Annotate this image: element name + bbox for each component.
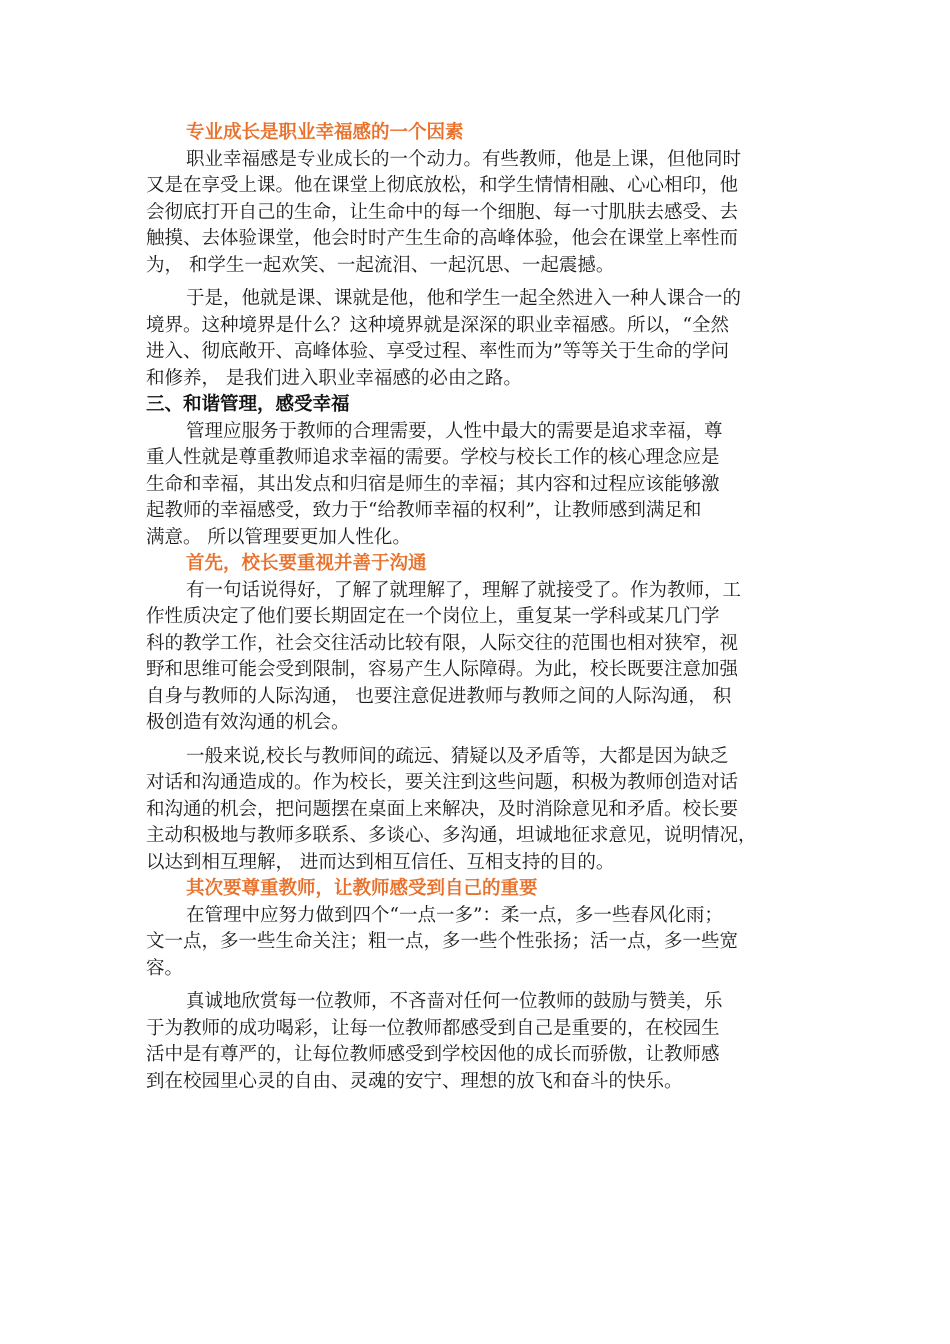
paragraph-line: 于是，他就是课、课就是他，他和学生一起全然进入一种人课合一的 <box>186 288 742 309</box>
paragraph-line: 又是在享受上课。他在课堂上彻底放松，和学生情情相融、心心相印，他 <box>146 175 739 196</box>
paragraph-gap <box>146 982 807 989</box>
paragraph-line: 在管理中应努力做到四个“一点一多”：柔一点，多一些春风化雨； <box>186 904 723 926</box>
paragraph-line: 境界。这种境界是什么？这种境界就是深深的职业幸福感。所以，“全然 <box>146 314 729 336</box>
paragraph-line: 管理应服务于教师的合理需要，人性中最大的需要是追求幸福，尊 <box>186 420 723 442</box>
paragraph-line: 主动积极地与教师多联系、多谈心、多沟通，坦诚地征求意见，说明情况， <box>146 825 757 846</box>
paragraph-line: 进入、彻底敞开、高峰体验、享受过程、率性而为”等等关于生命的学问 <box>146 341 729 362</box>
subheading-text: 其次要尊重教师，让教师感受到自己的重要 <box>186 878 538 899</box>
document-body <box>146 120 807 1095</box>
paragraph-line: 于为教师的成功喝彩，让每一位教师都感受到自己是重要的，在校园生 <box>146 1017 720 1039</box>
subheading-text: 首先，校长要重视并善于沟通 <box>186 553 427 574</box>
paragraph-line: 重人性就是尊重教师追求幸福的需要。学校与校长工作的核心理念应是 <box>146 447 720 468</box>
paragraph-line: 文一点，多一些生命关注；粗一点，多一些个性张扬；活一点，多一些宽 <box>146 931 739 952</box>
section-heading <box>146 392 807 419</box>
section-subheading <box>146 120 807 147</box>
paragraph <box>146 578 807 737</box>
section-subheading <box>146 551 807 578</box>
paragraph-line: 以达到相互理解， 进而达到相互信任、互相支持的目的。 <box>146 851 615 873</box>
heading-text: 三、和谐管理，感受幸福 <box>146 394 350 415</box>
paragraph-line: 极创造有效沟通的机会。 <box>146 712 350 733</box>
paragraph-line: 对话和沟通造成的。作为校长，要关注到这些问题，积极为教师创造对话 <box>146 772 739 793</box>
paragraph-line: 到在校园里心灵的自由、灵魂的安宁、理想的放飞和奋斗的快乐。 <box>146 1070 683 1092</box>
subheading-text: 专业成长是职业幸福感的一个因素 <box>186 122 464 143</box>
paragraph-line: 一般来说,校长与教师间的疏远、猜疑以及矛盾等，大都是因为缺乏 <box>186 745 729 767</box>
paragraph <box>146 419 807 552</box>
paragraph <box>146 903 807 983</box>
paragraph-line: 活中是有尊严的，让每位教师感受到学校因他的成长而骄傲，让教师感 <box>146 1044 720 1065</box>
paragraph-gap <box>146 737 807 744</box>
paragraph-line: 作性质决定了他们要长期固定在一个岗位上，重复某一学科或某几门学 <box>146 606 720 627</box>
paragraph-line: 起教师的幸福感受，致力于“给教师幸福的权利”，让教师感到满足和 <box>146 500 702 521</box>
paragraph-line: 职业幸福感是专业成长的一个动力。有些教师，他是上课，但他同时 <box>186 148 742 170</box>
paragraph-line: 触摸、去体验课堂，他会时时产生生命的高峰体验，他会在课堂上率性而 <box>146 228 739 249</box>
paragraph-line: 满意。 所以管理要更加人性化。 <box>146 526 411 548</box>
paragraph-line: 野和思维可能会受到限制，容易产生人际障碍。为此，校长既要注意加强 <box>146 659 739 680</box>
paragraph <box>146 147 807 280</box>
section-subheading <box>146 876 807 903</box>
paragraph-gap <box>146 279 807 286</box>
paragraph <box>146 744 807 877</box>
paragraph <box>146 989 807 1095</box>
paragraph-line: 会彻底打开自己的生命，让生命中的每一个细胞、每一寸肌肤去感受、去 <box>146 201 739 223</box>
paragraph-line: 和沟通的机会，把问题摆在桌面上来解决，及时消除意见和矛盾。校长要 <box>146 798 739 820</box>
paragraph-line: 自身与教师的人际沟通， 也要注意促进教师与教师之间的人际沟通， 积 <box>146 685 732 707</box>
paragraph-line: 为， 和学生一起欢笑、一起流泪、一起沉思、一起震撼。 <box>146 254 615 276</box>
paragraph-line: 生命和幸福，其出发点和归宿是师生的幸福；其内容和过程应该能够激 <box>146 473 720 495</box>
paragraph <box>146 286 807 392</box>
paragraph-line: 容。 <box>146 957 184 979</box>
paragraph-line: 有一句话说得好，了解了就理解了，理解了就接受了。作为教师，工 <box>186 579 742 601</box>
paragraph-line: 科的教学工作，社会交往活动比较有限，人际交往的范围也相对狭窄，视 <box>146 632 739 654</box>
paragraph-line: 真诚地欣赏每一位教师，不吝啬对任何一位教师的鼓励与赞美，乐 <box>186 991 723 1012</box>
paragraph-line: 和修养， 是我们进入职业幸福感的必由之路。 <box>146 367 522 389</box>
